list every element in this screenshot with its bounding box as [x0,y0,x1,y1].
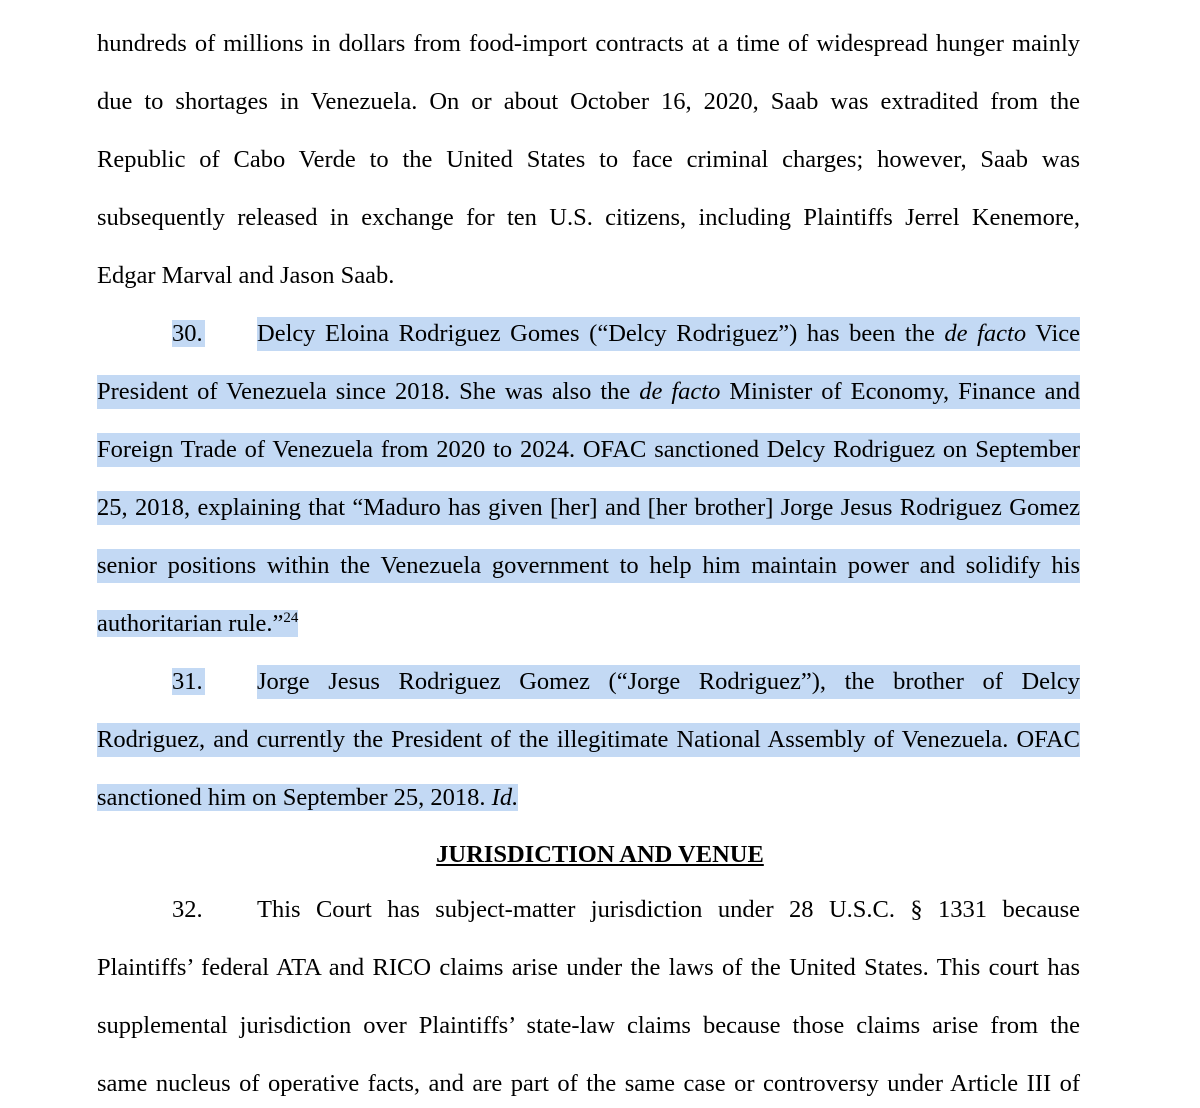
text-line: subsequently released in exchange for ten U.S. citizens, including Plaintiffs Jerrel Kenemore, [97,204,1080,231]
paragraph-30-line-2: President of Venezuela since 2018. She was also the de facto Minister of Economy, Finance and [97,375,1080,409]
paragraph-line [97,27,1080,61]
text-line: Republic of Cabo Verde to the United States to face criminal charges; however, Saab was [97,146,1080,173]
paragraph-31-line-2: Rodriguez, and currently the President of the illegitimate National Assembly of Venezuela. OFAC [97,723,1080,757]
text-line: due to shortages in Venezuela. On or about October 16, 2020, Saab was extradited from the [97,88,1080,115]
paragraph-number-30: 30. [172,320,203,347]
text-line: hundreds of millions in dollars from food-import contracts at a time of widespread hunger mainly [97,30,1080,57]
paragraph-line [97,143,1080,177]
paragraph-line [97,259,1080,293]
paragraph-line [97,85,1080,119]
footnote-reference[interactable]: 24 [283,610,299,626]
paragraph-30-line-1: Delcy Eloina Rodriguez Gomes (“Delcy Rodriguez”) has been the de facto Vice [257,317,1080,351]
paragraph-30-line-6: authoritarian rule.”$^{24}$ [97,610,299,637]
paragraph-30-line-3: Foreign Trade of Venezuela from 2020 to 2024. OFAC sanctioned Delcy Rodriguez on September [97,433,1080,467]
paragraph-30-line-5: senior positions within the Venezuela government to help him maintain power and solidify his [97,549,1080,583]
section-heading: JURISDICTION AND VENUE [436,841,764,868]
paragraph-32-line-2: Plaintiffs’ federal ATA and RICO claims arise under the laws of the United States. This court has [97,954,1080,981]
paragraph-number-31: 31. [172,668,203,695]
paragraph-32-line-3: supplemental jurisdiction over Plaintiffs’ state-law claims because those claims arise from the [97,1012,1080,1039]
text-line: Edgar Marval and Jason Saab. [97,262,395,289]
paragraph-line [97,201,1080,235]
paragraph-30-line-4: 25, 2018, explaining that “Maduro has given [her] and [her brother] Jorge Jesus Rodriguez Gomez [97,491,1080,525]
paragraph-32-line-4: same nucleus of operative facts, and are part of the same case or controversy under Article III of [97,1070,1080,1097]
paragraph-32-line-1: This Court has subject-matter jurisdiction under 28 U.S.C. § 1331 because [257,896,1080,923]
paragraph-31-line-1: Jorge Jesus Rodriguez Gomez (“Jorge Rodriguez”), the brother of Delcy [257,665,1080,699]
paragraph-number-32: 32. [172,896,203,923]
paragraph-31-line-3: sanctioned him on September 25, 2018. Id. [97,784,519,811]
